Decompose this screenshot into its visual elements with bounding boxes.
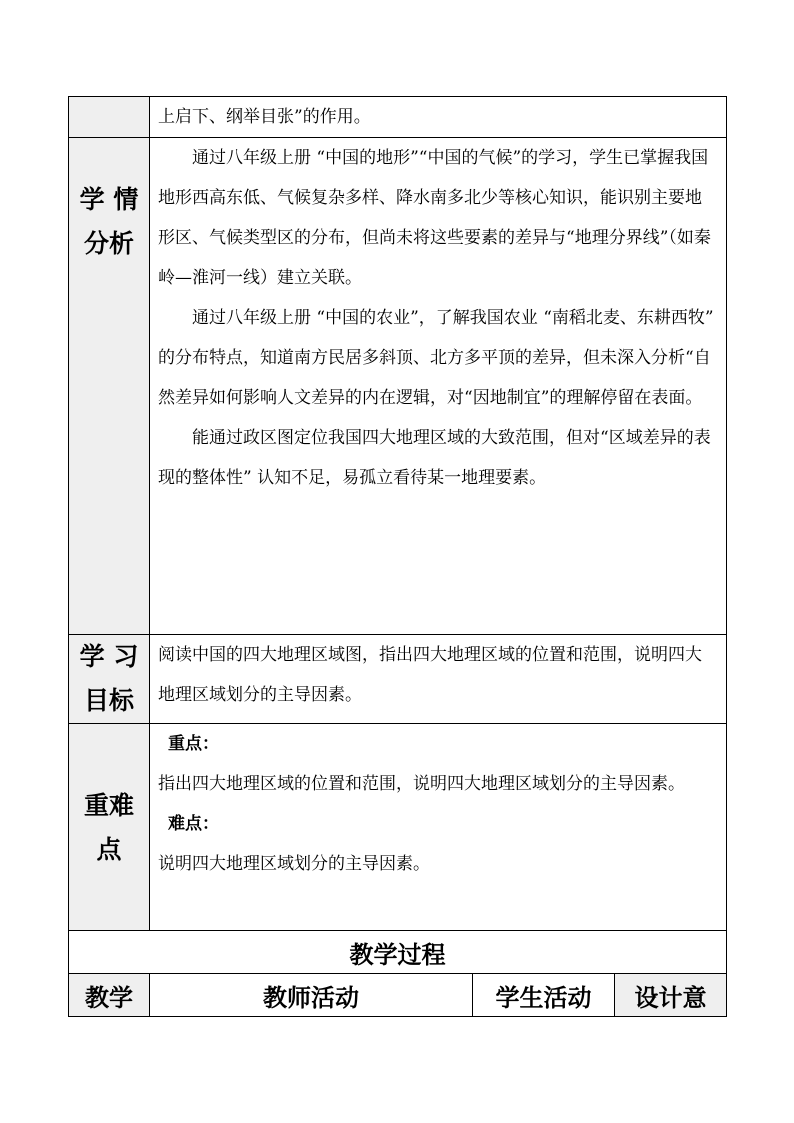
key-point-title: 重点： — [168, 734, 219, 754]
learning-goals-text: 阅读中国的四大地理区域图，指出四大地理区域的位置和范围，说明四大地理区域划分的主导因素。 — [158, 645, 702, 705]
difficult-point-text: 说明四大地理区域划分的主导因素。 — [158, 854, 430, 874]
student-analysis-label-line2: 分析 — [83, 229, 134, 258]
column-header-teacher: 教师活动 — [150, 974, 473, 1017]
student-analysis-label — [69, 138, 150, 635]
row-column-headers — [69, 974, 727, 1017]
row-key-difficult-points — [69, 724, 727, 931]
row-learning-goals — [69, 635, 727, 724]
learning-goals-label — [69, 635, 150, 724]
column-header-student: 学生活动 — [473, 974, 615, 1017]
continuation-text-cell — [150, 97, 727, 138]
student-analysis-para-1: 通过八年级上册 “中国的地形”“中国的气候”的学习，学生已掌握我国地形西高东低、气候复杂多样、降水南多北少等核心知识，能识别主要地形区、气候类型区的分布，但尚未将这些要素的差异与“地理分界线”（如秦岭—淮河一线）建立关联。 — [158, 148, 711, 288]
difficult-point-title: 难点： — [168, 814, 219, 834]
key-points-label — [69, 724, 150, 931]
row-student-analysis — [69, 138, 727, 635]
continuation-label-cell — [69, 97, 150, 138]
column-header-design: 设计意 — [615, 974, 727, 1017]
learning-goals-text-cell — [150, 635, 727, 724]
learning-goals-label-line1: 学 习 — [79, 642, 139, 671]
lesson-plan-table — [68, 96, 727, 1017]
student-analysis-text-cell — [150, 138, 727, 635]
process-title: 教学过程 — [69, 931, 727, 974]
key-points-text-cell — [150, 724, 727, 931]
key-point-text: 指出四大地理区域的位置和范围，说明四大地理区域划分的主导因素。 — [158, 774, 685, 794]
student-analysis-para-3: 能通过政区图定位我国四大地理区域的大致范围，但对“区域差异的表现的整体性” 认知不足，易孤立看待某一地理要素。 — [158, 428, 711, 488]
continuation-text: 上启下、纲举目张”的作用。 — [158, 107, 371, 127]
key-points-label-line1: 重难 — [83, 791, 134, 820]
column-header-stage: 教学 — [69, 974, 150, 1017]
student-analysis-para-2: 通过八年级上册 “中国的农业”，了解我国农业 “南稻北麦、东耕西牧” 的分布特点，知道南方民居多斜顶、北方多平顶的差异，但未深入分析“自然差异如何影响人文差异的内在逻辑，对“因地制宜”的理解停留在表面。 — [158, 308, 714, 408]
learning-goals-label-line2: 目标 — [83, 686, 134, 715]
row-continuation — [69, 97, 727, 138]
row-process-title — [69, 931, 727, 974]
key-points-label-line2: 点 — [96, 835, 122, 864]
student-analysis-label-line1: 学 情 — [79, 185, 139, 214]
